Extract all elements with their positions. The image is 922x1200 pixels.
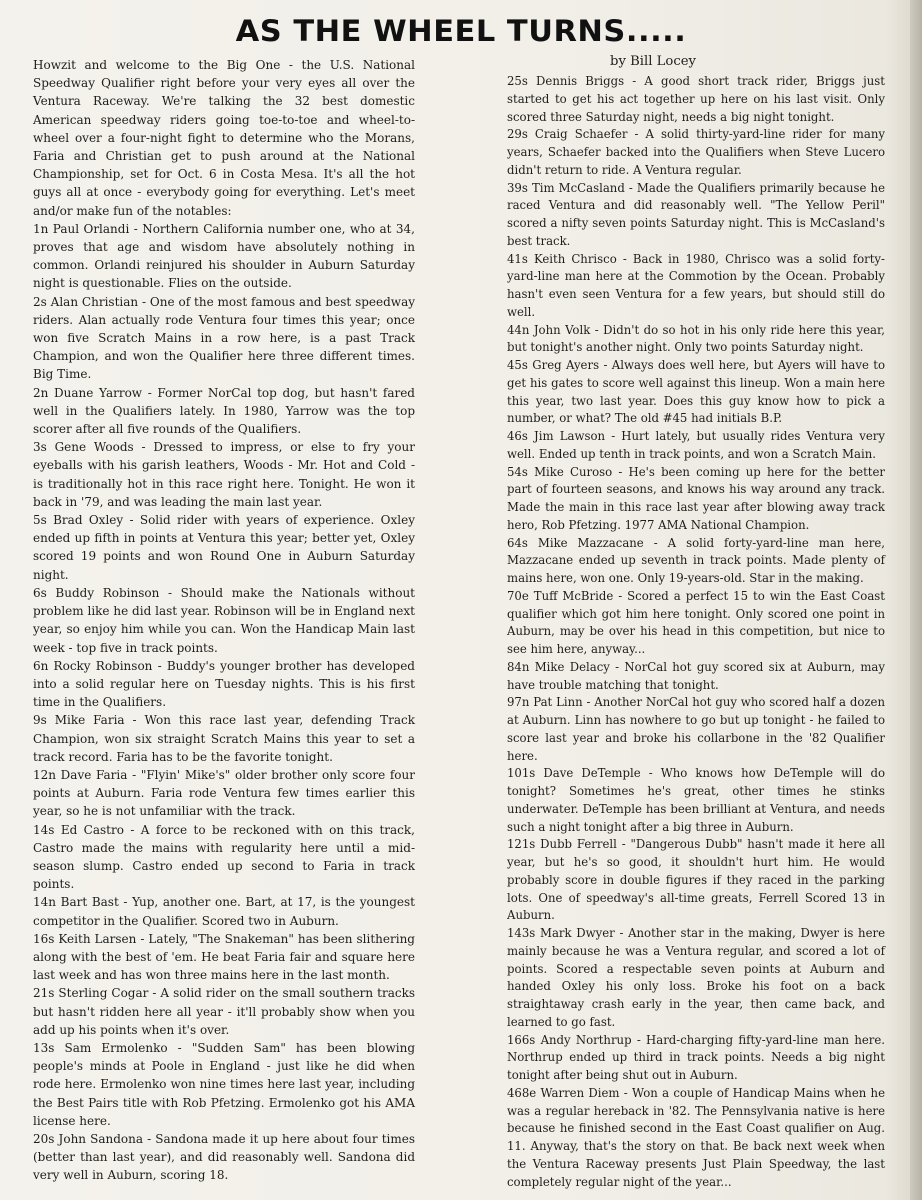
paragraph: 45s Greg Ayers - Always does well here, but Ayers will have to get his gates to score well against this lineup. Won a main here this year, two last year. Does this guy know how to pick a number, or what? The old #45 had initials B.P. — [507, 358, 885, 426]
paragraph: 64s Mike Mazzacane - A solid forty-yard-line man here, Mazzacane ended up seventh in track points. Made plenty of mains here, won one. Only 19-years-old. Star in the making. — [507, 535, 885, 585]
paragraph: 16s Keith Larsen - Lately, "The Snakeman" has been slithering along with the best of 'em. He beat Faria fair and square here last week and has won three mains here in the last month. — [33, 931, 415, 983]
paragraph: 3s Gene Woods - Dressed to impress, or else to fry your eyeballs with his garish leathers, Woods - Mr. Hot and Cold - is traditionally hot in this race right here. Tonight. He won it back in '79, and was leading the main last year. — [33, 440, 415, 509]
paragraph: 5s Brad Oxley - Solid rider with years of experience. Oxley ended up fifth in points at Ventura this year; better yet, Oxley scored 19 points and won Round One in Auburn Saturday night. — [33, 513, 415, 582]
paragraph: 46s Jim Lawson - Hurt lately, but usually rides Ventura very well. Ended up tenth in track points, and won a Scratch Main. — [507, 429, 885, 461]
paragraph: 70e Tuff McBride - Scored a perfect 15 to win the East Coast qualifier which got him here tonight. Only scored one point in Auburn, may be over his head in this competition, but nice to see him here, anyway... — [507, 588, 885, 656]
page-fold-shadow — [910, 0, 922, 1200]
paragraph: 9s Mike Faria - Won this race last year, defending Track Champion, won six straight Scratch Mains this year to set a track record. Faria has to be the favorite tonight. — [33, 713, 415, 764]
paragraph: 14s Ed Castro - A force to be reckoned with on this track, Castro made the mains with regularity here until a mid-season slump. Castro ended up second to Faria in track points. — [33, 822, 415, 892]
paragraph: 54s Mike Curoso - He's been coming up here for the better part of fourteen seasons, and knows his way around any track. Made the main in this race last year after blowing away track hero, Rob Pfetzing. 1977 AMA National Champion. — [507, 464, 885, 532]
paragraph: 12n Dave Faria - "Flyin' Mike's" older brother only score four points at Auburn. Faria rode Ventura few times earlier this year, so he is not unfamiliar with the track. — [33, 767, 415, 819]
article-byline: by Bill Locey — [610, 54, 696, 69]
paragraph: Howzit and welcome to the Big One - the U.S. National Speedway Qualifier right before your very eyes all over the Ventura Raceway. We're talking the 32 best domestic American speedway riders going toe-to-toe and wheel-to-wheel over a four-night fight to determine who the Morans, Faria and Christian get to push around at the National Championship, set for Oct. 6 in Costa Mesa. It's all the hot guys all at once - everybody going for everything. Let's meet and/or make fun of the notables: — [33, 58, 415, 218]
paragraph: 84n Mike Delacy - NorCal hot guy scored six at Auburn, may have trouble matching that tonight. — [507, 659, 885, 692]
paragraph: 14n Bart Bast - Yup, another one. Bart, at 17, is the youngest competitor in the Qualifier. Scored two in Auburn. — [33, 895, 415, 928]
paragraph: 1n Paul Orlandi - Northern California number one, who at 34, proves that age and wisdom have absolutely nothing in common. Orlandi reinjured his shoulder in Auburn Saturday night is questionable. Flies on the outside. — [33, 221, 415, 291]
paragraph: 121s Dubb Ferrell - "Dangerous Dubb" hasn't made it here all year, but he's so good, it shouldn't hurt him. He would probably score in double figures if they raced in the parking lots. One of speedway's all-time greats, Ferrell Scored 13 in Auburn. — [507, 837, 885, 923]
paragraph: 39s Tim McCasland - Made the Qualifiers primarily because he raced Ventura and did reasonably well. "The Yellow Peril" scored a nifty seven points Saturday night. This is McCasland's best track. — [507, 180, 885, 248]
paragraph: 25s Dennis Briggs - A good short track rider, Briggs just started to get his act together up here on his last visit. Only scored three Saturday night, needs a big night tonight. — [507, 74, 885, 124]
paragraph: 97n Pat Linn - Another NorCal hot guy who scored half a dozen at Auburn. Linn has nowhere to go but up tonight - he failed to score last year and broke his collarbone in the '82 Qualifier here. — [507, 695, 885, 763]
paragraph: 2n Duane Yarrow - Former NorCal top dog, but hasn't fared well in the Qualifiers lately. In 1980, Yarrow was the top scorer after all five rounds of the Qualifiers. — [33, 385, 415, 437]
paragraph: 166s Andy Northrup - Hard-charging fifty-yard-line man here. Northrup ended up third in track points. Needs a big night tonight after being shut out in Auburn. — [507, 1032, 885, 1082]
paragraph: 29s Craig Schaefer - A solid thirty-yard-line rider for many years, Schaefer backed into the Qualifiers when Steve Lucero didn't return to ride. A Ventura regular. — [507, 127, 885, 177]
paragraph: 21s Sterling Cogar - A solid rider on the small southern tracks but hasn't ridden here all year - it'll probably show when you add up his points when it's over. — [33, 986, 415, 1037]
left-column — [33, 56, 415, 1185]
paragraph: 41s Keith Chrisco - Back in 1980, Chrisco was a solid forty-yard-line man here at the Commotion by the Ocean. Probably hasn't even seen Ventura for a few years, but should still do well. — [507, 251, 885, 319]
right-column — [507, 73, 885, 1191]
paragraph: 20s John Sandona - Sandona made it up here about four times (better than last year), and did reasonably well. Sandona did very well in Auburn, scoring 18. — [33, 1131, 415, 1183]
paragraph: 468e Warren Diem - Won a couple of Handicap Mains when he was a regular hereback in '82. The Pennsylvania native is here because he finished second in the East Coast qualifier on Aug. 11. Anyway, that's the story on that. Be back next week when the Ventura Raceway presents Just Plain Speedway, the last completely regular night of the year... — [507, 1085, 885, 1189]
paragraph: 143s Mark Dwyer - Another star in the making, Dwyer is here mainly because he was a Ventura regular, and scored a lot of points. Scored a respectable seven points at Auburn and handed Oxley his only loss. Broke his foot on a back straightaway crash early in the year, then came back, and learned to go fast. — [507, 926, 885, 1029]
paragraph: 13s Sam Ermolenko - "Sudden Sam" has been blowing people's minds at Poole in England - just like he did when rode here. Ermolenko won nine times here last year, including the Best Pairs title with Rob Pfetzing. Ermolenko got his AMA license here. — [33, 1040, 415, 1128]
paragraph: 6s Buddy Robinson - Should make the Nationals without problem like he did last year. Robinson will be in England next year, so enjoy him while you can. Won the Handicap Main last week - top five in track points. — [33, 585, 415, 655]
paragraph: 44n John Volk - Didn't do so hot in his only ride here this year, but tonight's another night. Only two points Saturday night. — [507, 322, 885, 355]
paragraph: 2s Alan Christian - One of the most famous and best speedway riders. Alan actually rode Ventura four times this year; once won five Scratch Mains in a row here, is a past Track Champion, and won the Qualifier here three different times. Big Time. — [33, 294, 415, 382]
paragraph: 6n Rocky Robinson - Buddy's younger brother has developed into a solid regular here on Tuesday nights. This is his first time in the Qualifiers. — [33, 658, 415, 710]
paragraph: 101s Dave DeTemple - Who knows how DeTemple will do tonight? Sometimes he's great, other times he stinks underwater. DeTemple has been brilliant at Ventura, and needs such a night tonight after a big three in Auburn. — [507, 766, 885, 834]
article-title: AS THE WHEEL TURNS..... — [235, 14, 687, 48]
